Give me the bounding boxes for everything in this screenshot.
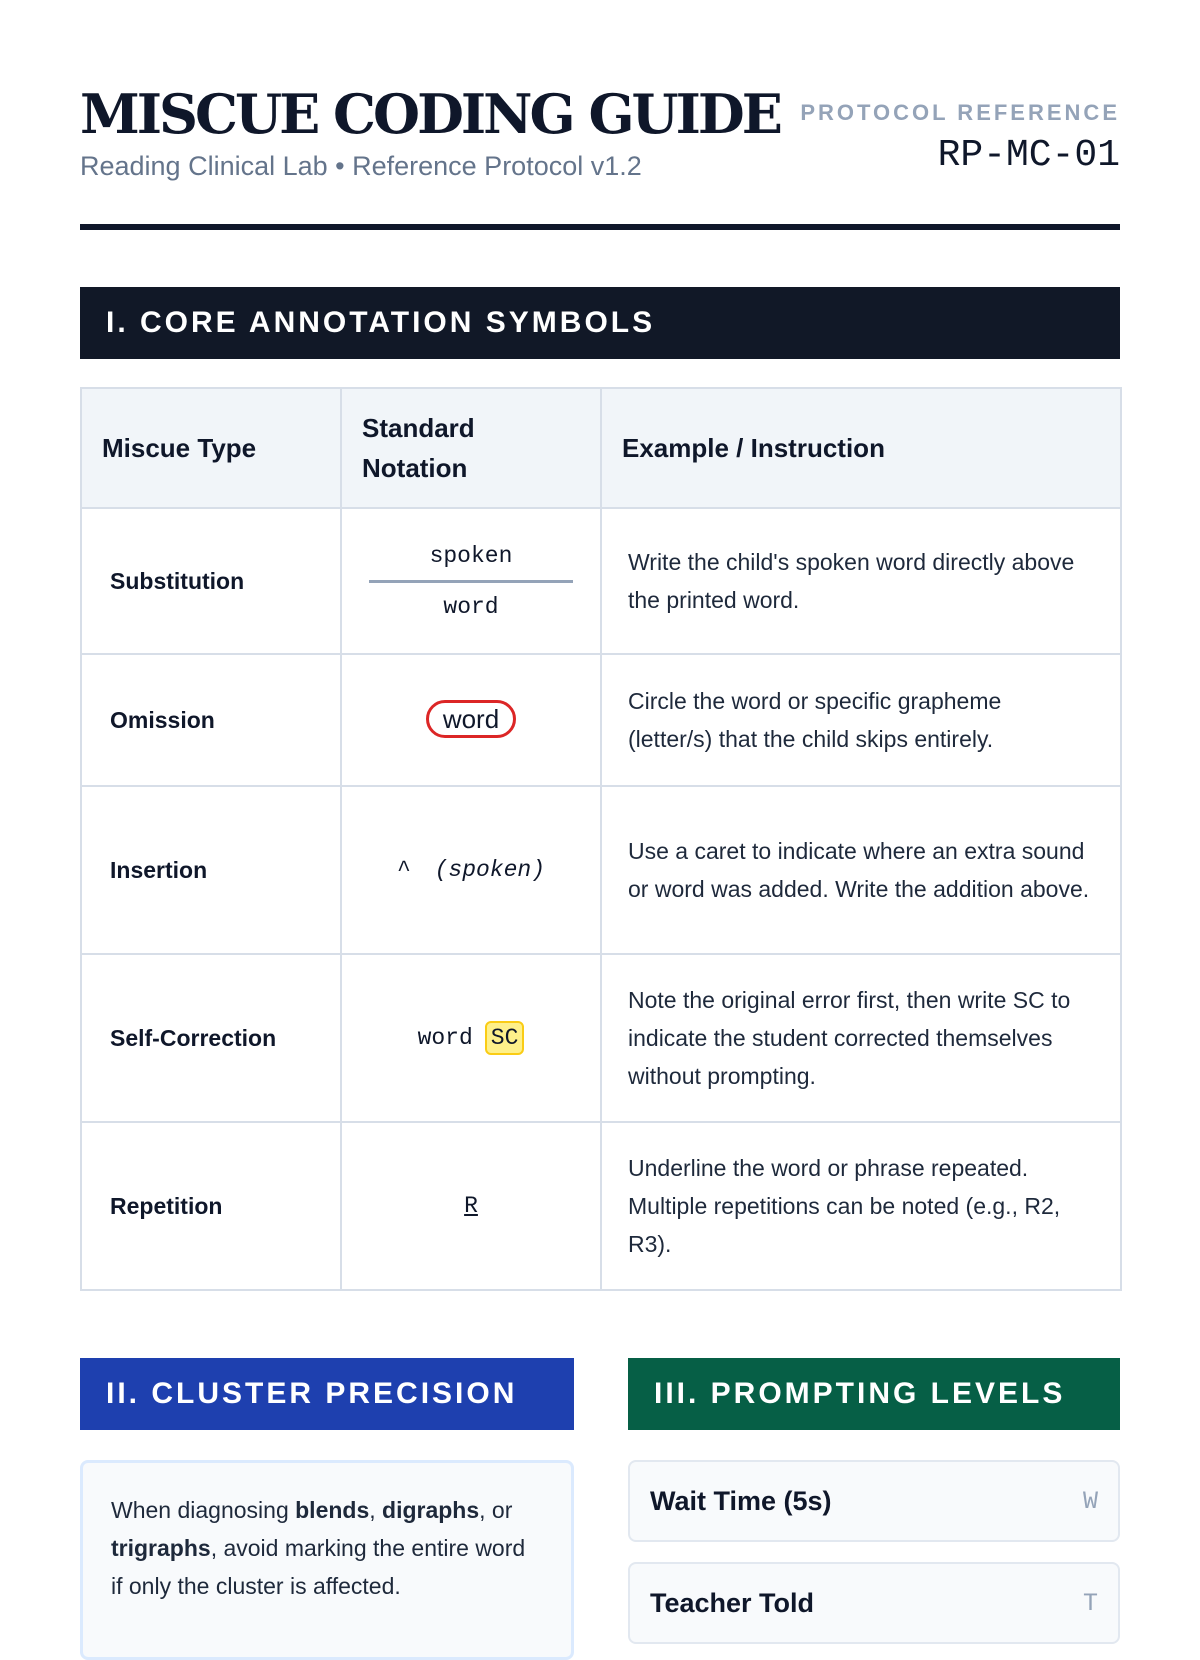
table-row (81, 1122, 1121, 1290)
notation-word: word (443, 593, 499, 620)
miscue-type: Self-Correction (81, 954, 341, 1122)
notation-spoken: spoken (369, 536, 573, 583)
note-text: , or (479, 1497, 513, 1523)
prompt-level-card (628, 1460, 1120, 1542)
miscue-type: Repetition (81, 1122, 341, 1290)
column-header: Miscue Type (81, 388, 341, 508)
notation-cell (341, 654, 601, 786)
prompt-level-code: W (1082, 1486, 1098, 1516)
note-text: When diagnosing (111, 1497, 296, 1523)
section-heading-core-symbols: I. CORE ANNOTATION SYMBOLS (80, 287, 1120, 359)
annotation-symbols-table (80, 387, 1122, 1291)
table-header-row (81, 388, 1121, 508)
term-trigraphs: trigraphs (111, 1535, 211, 1561)
term-digraphs: digraphs (382, 1497, 480, 1523)
notation-cell (341, 508, 601, 654)
miscue-type: Omission (81, 654, 341, 786)
note-text: , (369, 1497, 383, 1523)
miscue-type: Insertion (81, 786, 341, 954)
page-title: MISCUE CODING GUIDE (80, 82, 780, 146)
instruction-text: Underline the word or phrase repeated. Multiple repetitions can be noted (e.g., R2, R3). (601, 1122, 1121, 1290)
cluster-precision-note (80, 1460, 574, 1660)
table-row (81, 954, 1121, 1122)
notation-cell (341, 1122, 601, 1290)
prompt-level-code: T (1082, 1588, 1098, 1618)
note-text: , avoid marking the entire word if only the cluster is affected. (111, 1535, 526, 1599)
table-row (81, 508, 1121, 654)
instruction-text: Write the child's spoken word directly above the printed word. (601, 508, 1121, 654)
omission-circled-word: word (426, 700, 516, 738)
repetition-mark: R (464, 1193, 478, 1219)
section-heading-cluster-precision: II. CLUSTER PRECISION (80, 1358, 574, 1430)
miscue-type: Substitution (81, 508, 341, 654)
column-header: Standard Notation (341, 388, 601, 508)
protocol-reference-code: RP-MC-01 (937, 134, 1120, 177)
prompt-level-card (628, 1562, 1120, 1644)
protocol-reference-label: PROTOCOL REFERENCE (800, 100, 1120, 125)
notation-cell (341, 786, 601, 954)
substitution-notation (369, 536, 573, 627)
caret-symbol: ^ (396, 857, 411, 883)
column-header: Example / Instruction (601, 388, 1121, 508)
instruction-text: Circle the word or specific grapheme (letter/s) that the child skips entirely. (601, 654, 1121, 786)
table-row (81, 786, 1121, 954)
page-subtitle: Reading Clinical Lab • Reference Protocol v1.2 (80, 151, 642, 181)
section-heading-prompting-levels: III. PROMPTING LEVELS (628, 1358, 1120, 1430)
term-blends: blends (295, 1497, 370, 1523)
instruction-text: Note the original error first, then write SC to indicate the student corrected themselves without prompting. (601, 954, 1121, 1122)
insertion-note: (spoken) (434, 857, 546, 883)
notation-cell (341, 954, 601, 1122)
self-correction-word: word (417, 1025, 473, 1051)
table-row (81, 654, 1121, 786)
sc-badge: SC (485, 1021, 525, 1055)
prompt-level-label: Teacher Told (650, 1587, 815, 1618)
page-header (80, 82, 1120, 230)
prompt-level-label: Wait Time (5s) (650, 1485, 832, 1516)
instruction-text: Use a caret to indicate where an extra sound or word was added. Write the addition above. (601, 786, 1121, 954)
